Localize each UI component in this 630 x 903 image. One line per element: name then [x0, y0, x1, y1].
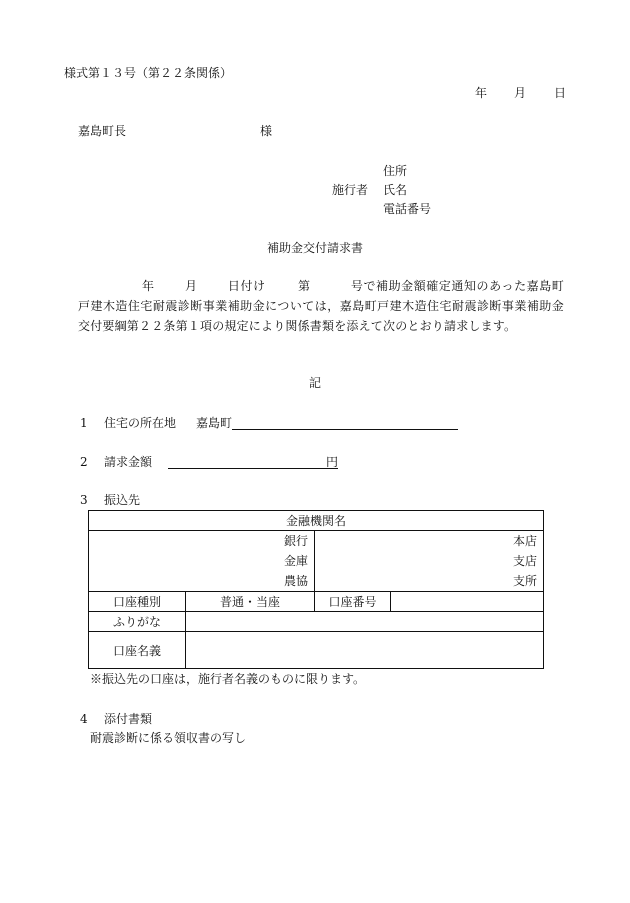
location-underline[interactable] — [232, 429, 458, 430]
amount-unit: 円 — [326, 455, 339, 469]
branch-type-sub: 支所 — [513, 574, 538, 588]
item-1-label: 住宅の所在地 — [104, 416, 177, 430]
applicant-name-label: 氏名 — [383, 183, 408, 197]
institution-type-shinkin: 金庫 — [283, 554, 308, 568]
body-dated: 日付け — [227, 279, 266, 293]
form-number: 様式第１３号（第２２条関係） — [64, 66, 233, 80]
attachments-content: 耐震診断に係る領収書の写し — [90, 731, 247, 745]
document-title: 補助金交付請求書 — [266, 241, 363, 255]
item-4-number: 4 — [80, 712, 88, 726]
addressee-honorific: 様 — [260, 124, 273, 138]
account-type-value[interactable]: 普通・当座 — [186, 592, 315, 612]
account-number-label: 口座番号 — [315, 592, 391, 612]
applicant-role-label: 施行者 — [332, 183, 369, 197]
body-month: 月 — [184, 279, 198, 293]
date-month-label: 月 — [514, 86, 527, 100]
date-day-label: 日 — [554, 86, 567, 100]
body-year: 年 — [142, 279, 155, 293]
date-year-label: 年 — [475, 86, 488, 100]
institution-name-cell[interactable] — [89, 531, 315, 592]
furigana-label: ふりがな — [89, 612, 186, 632]
account-number-cell[interactable] — [391, 592, 544, 612]
account-name-cell[interactable] — [186, 632, 544, 669]
account-type-label: 口座種別 — [89, 592, 186, 612]
institution-type-ja: 農協 — [283, 574, 308, 588]
item-3-label: 振込先 — [104, 493, 141, 507]
applicant-address-label: 住所 — [383, 164, 408, 178]
account-name-label: 口座名義 — [89, 632, 186, 669]
body-no-prefix: 第 — [297, 279, 311, 293]
item-1-town: 嘉島町 — [196, 416, 233, 430]
addressee-name: 嘉島町長 — [78, 124, 127, 138]
ki-label: 記 — [308, 376, 321, 390]
body-paragraph — [78, 276, 564, 336]
bank-header-cell: 金融機関名 — [89, 511, 544, 531]
institution-type-bank: 銀行 — [283, 534, 308, 548]
item-1-number: 1 — [80, 416, 88, 430]
bank-table — [88, 510, 544, 669]
branch-type-main: 本店 — [513, 534, 538, 548]
applicant-phone-label: 電話番号 — [383, 202, 432, 216]
branch-name-cell[interactable] — [315, 531, 544, 592]
amount-underline[interactable] — [168, 468, 338, 469]
branch-type-branch: 支店 — [513, 554, 538, 568]
furigana-cell[interactable] — [186, 612, 544, 632]
transfer-note: ※振込先の口座は，施行者名義のものに限ります。 — [90, 672, 366, 686]
item-3-number: 3 — [80, 493, 88, 507]
body-text: 号で補助金額確定通知のあった嘉島町戸建木造住宅耐震診断事業補助金については，嘉島町戸建木造住宅耐震診断事業補助金交付要綱第２２条第１項の規定により関係書類を添えて次のとおり請求します。 — [78, 279, 564, 333]
item-2-number: 2 — [80, 455, 88, 469]
item-2-label: 請求金額 — [104, 455, 153, 469]
item-4-label: 添付書類 — [104, 712, 153, 726]
